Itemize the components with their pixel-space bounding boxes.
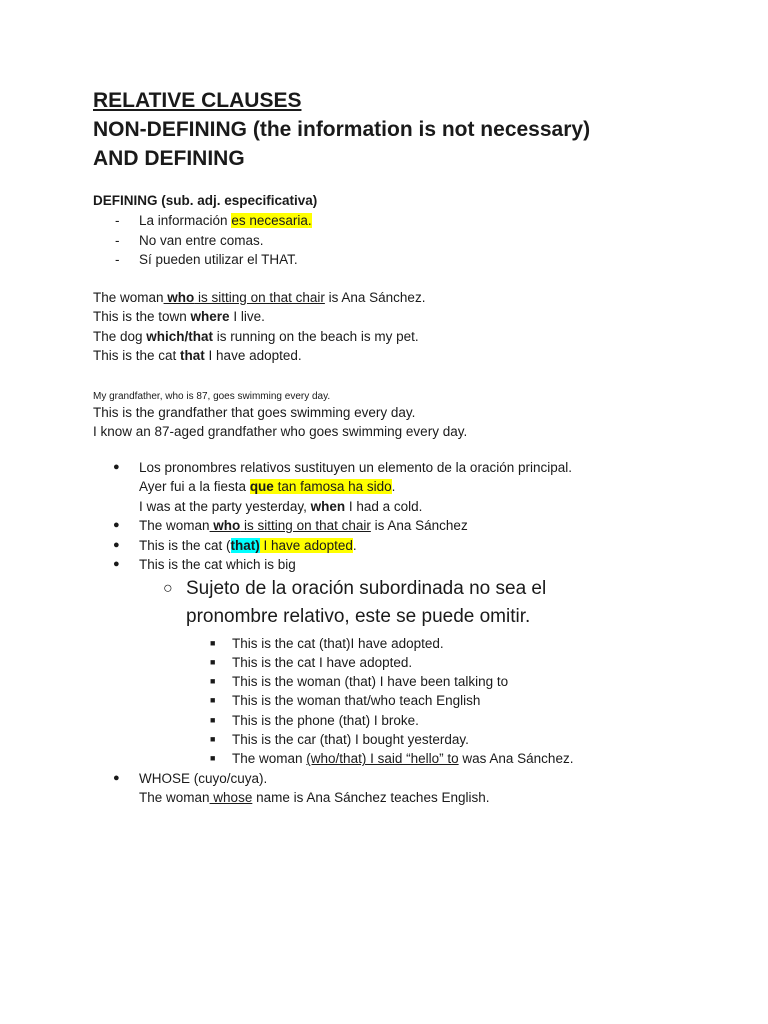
subpoint-line: Sujeto de la oración subordinada no sea el	[186, 577, 547, 599]
item-text: This is the cat (that)I have adopted.	[232, 635, 444, 651]
square-marker: ■	[210, 733, 216, 744]
examples-block	[93, 288, 733, 366]
square-marker: ■	[210, 714, 216, 725]
square-item	[93, 653, 733, 672]
text: name is Ana Sánchez teaches English.	[252, 790, 490, 806]
item-text: WHOSE (cuyo/cuya).	[139, 770, 268, 786]
dash-marker: -	[115, 213, 120, 228]
text: The woman	[93, 289, 164, 305]
item-text: Los pronombres relativos sustituyen un elemento de la oración principal.	[139, 459, 572, 475]
text: This is the town	[93, 309, 191, 324]
bullet-continuation	[93, 497, 733, 517]
list-item	[93, 211, 733, 231]
item-text: This is the phone (that) I broke.	[232, 712, 419, 728]
relative-pronoun: who	[163, 289, 195, 305]
highlighted-text: I have adopted	[259, 537, 353, 553]
doc-subtitle: NON-DEFINING (the information is not necessary)	[93, 118, 591, 141]
item-text: This is the woman that/who teach English	[232, 693, 481, 709]
square-item	[93, 749, 733, 768]
item-text: La información	[139, 213, 232, 228]
text: is running on the beach is my pet.	[213, 328, 419, 344]
relative-pronoun: who	[209, 518, 241, 533]
example-line	[93, 327, 733, 347]
text: The dog	[93, 328, 147, 344]
defining-list	[93, 211, 733, 270]
list-item	[93, 231, 733, 251]
example-line: This is the grandfather that goes swimming every day.	[93, 404, 416, 420]
defining-heading: DEFINING (sub. adj. especificativa)	[93, 193, 318, 208]
item-text: This is the cat which is big	[139, 557, 296, 572]
square-marker: ■	[210, 656, 216, 667]
bullet-continuation	[93, 477, 733, 497]
bullet-item	[93, 458, 733, 478]
text: .	[391, 479, 396, 494]
bullet-item	[93, 536, 733, 556]
square-list	[93, 634, 733, 769]
relative-pronoun: that	[180, 348, 205, 363]
example-line: I know an 87-aged grandfather who goes swimming every day.	[93, 424, 468, 439]
whose-block	[93, 769, 733, 808]
bullet-continuation	[93, 788, 733, 808]
square-item	[93, 711, 733, 730]
subpoint-line: pronombre relativo, este se puede omitir.	[186, 605, 531, 627]
relative-pronoun: where	[190, 309, 230, 324]
text: This is the cat (	[139, 537, 231, 553]
text: This is the cat	[93, 348, 181, 363]
text: I have adopted.	[204, 348, 302, 363]
text: I was at the party yesterday,	[139, 498, 311, 514]
bullet-marker: ●	[113, 771, 120, 784]
circle-marker: ○	[163, 579, 173, 597]
bullet-marker: ●	[113, 558, 120, 570]
relative-pronoun: which/that	[146, 328, 214, 344]
item-text: Sí pueden utilizar el THAT.	[139, 252, 298, 267]
list-item	[93, 250, 733, 270]
relative-pronoun: when	[310, 498, 346, 514]
highlighted-pronoun: que	[249, 479, 274, 494]
item-text: No van entre comas.	[139, 232, 264, 248]
doc-subtitle-2: AND DEFINING	[93, 147, 245, 170]
underlined-text: (who/that) I said “hello” to	[306, 751, 459, 767]
highlighted-text: es necesaria.	[231, 213, 312, 228]
text: The woman	[139, 790, 210, 806]
text: is Ana Sánchez.	[324, 289, 426, 305]
bullet-item	[93, 769, 733, 789]
square-item	[93, 691, 733, 710]
bullet-item	[93, 555, 733, 575]
doc-title: RELATIVE CLAUSES	[93, 89, 302, 112]
text: The woman	[139, 518, 210, 533]
bullet-list	[93, 458, 733, 575]
square-marker: ■	[210, 753, 216, 764]
document-page	[93, 86, 733, 808]
highlighted-text: tan famosa ha sido	[273, 479, 392, 494]
small-note: My grandfather, who is 87, goes swimming every day.	[93, 390, 331, 402]
dash-marker: -	[115, 252, 120, 267]
item-text: This is the woman (that) I have been talking to	[232, 674, 509, 690]
examples-block-2	[93, 403, 733, 442]
dash-marker: -	[115, 232, 120, 248]
underlined-text: is sitting on that chair	[240, 518, 371, 533]
subpoint-item	[93, 575, 733, 631]
square-item	[93, 730, 733, 749]
bullet-marker: ●	[113, 538, 120, 551]
bullet-item	[93, 516, 733, 536]
underlined-text: is sitting on that chair	[194, 289, 325, 305]
item-text: This is the car (that) I bought yesterday.	[232, 731, 469, 747]
text: .	[352, 537, 357, 553]
underlined-text: whose	[209, 790, 253, 806]
square-item	[93, 634, 733, 653]
example-line	[93, 288, 733, 308]
cyan-highlighted-pronoun: that)	[230, 537, 260, 553]
square-marker: ■	[210, 695, 216, 706]
text: I had a cold.	[345, 498, 423, 514]
bullet-marker: ●	[113, 519, 120, 531]
text: I live.	[229, 309, 265, 324]
bullet-marker: ●	[113, 460, 120, 473]
example-line	[93, 346, 733, 366]
example-line	[93, 307, 733, 327]
text: was Ana Sánchez.	[458, 751, 574, 767]
text: The woman	[232, 751, 307, 767]
square-marker: ■	[210, 637, 216, 648]
text: is Ana Sánchez	[370, 518, 468, 533]
square-item	[93, 672, 733, 691]
text: Ayer fui a la fiesta	[139, 479, 250, 494]
square-marker: ■	[210, 676, 216, 687]
item-text: This is the cat I have adopted.	[232, 654, 413, 670]
